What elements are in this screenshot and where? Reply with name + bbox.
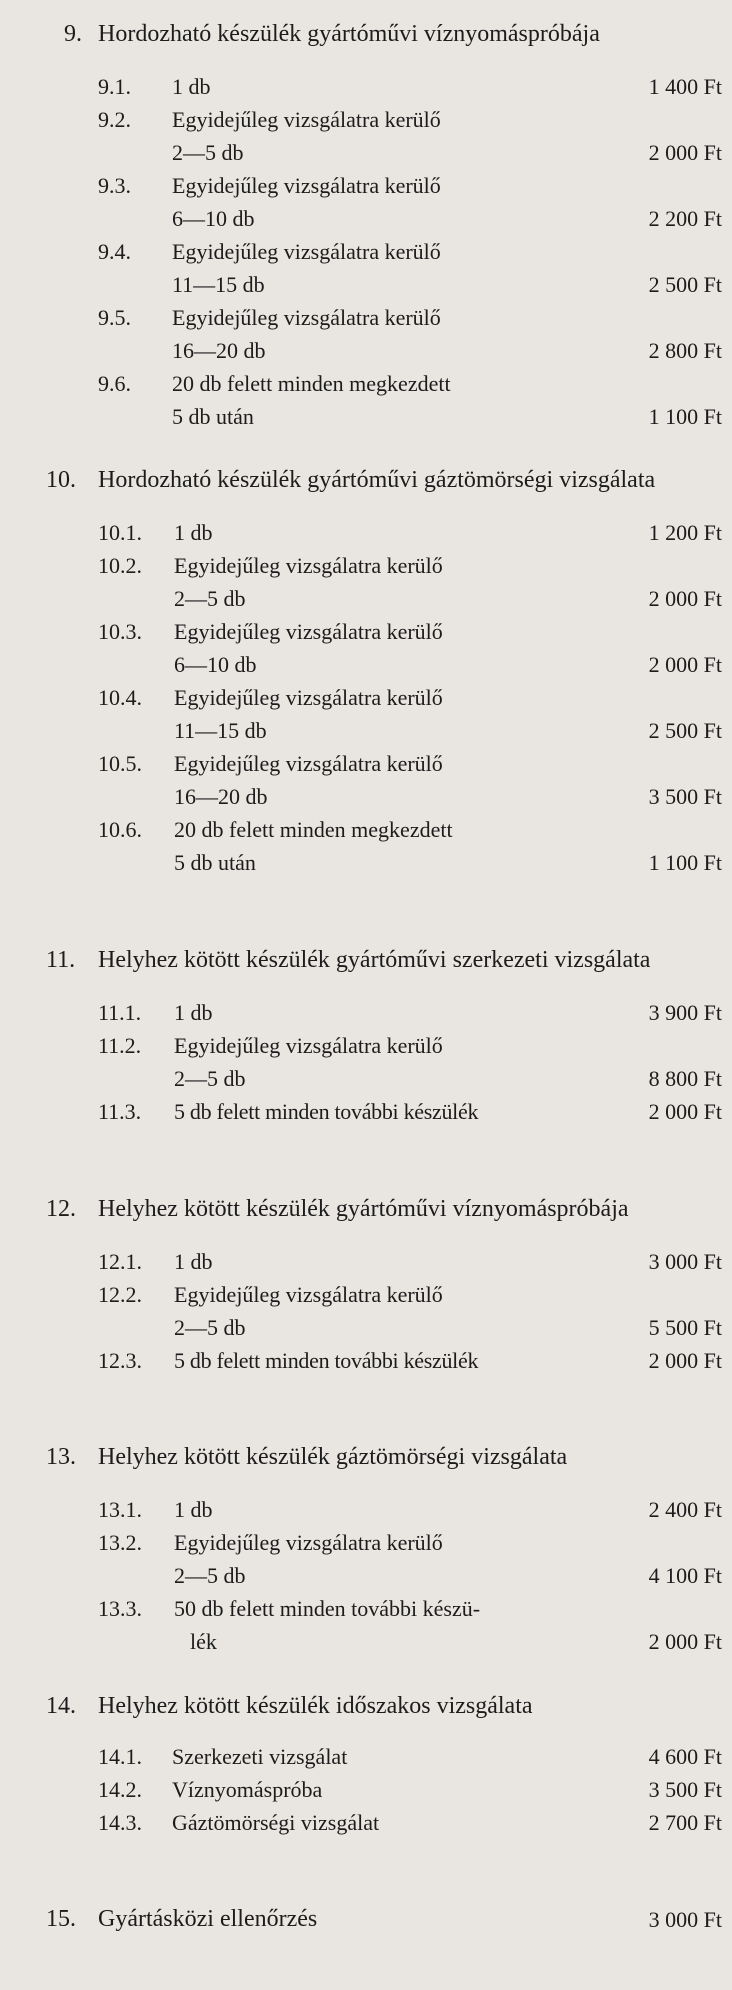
section-number: 9.	[64, 21, 82, 47]
item-number: 9.1.	[98, 74, 131, 99]
item-line-1: Egyidejűleg vizsgálatra kerülő	[174, 1282, 443, 1307]
item-description: 1 db	[172, 74, 211, 99]
item-description	[172, 301, 612, 367]
item-number: 13.2.	[98, 1530, 142, 1555]
item-price: 2 000 Ft	[648, 1099, 722, 1124]
section-number: 10.	[46, 467, 76, 493]
item-description	[174, 615, 614, 681]
item-line-2: 2—5 db	[174, 1315, 246, 1340]
item-number: 13.3.	[98, 1596, 142, 1621]
section-price: 3 000 Ft	[648, 1907, 722, 1932]
item-number: 11.3.	[98, 1099, 142, 1124]
section-heading	[0, 464, 732, 497]
section-number: 14.	[46, 1693, 76, 1719]
item-price: 2 200 Ft	[648, 206, 722, 231]
item-price: 3 900 Ft	[648, 1000, 722, 1025]
price-row	[0, 235, 732, 301]
section-heading	[0, 1903, 732, 1936]
item-number: 9.3.	[98, 173, 131, 198]
price-row	[0, 301, 732, 367]
section-10	[0, 464, 732, 879]
item-price: 2 000 Ft	[648, 652, 722, 677]
item-number: 10.6.	[98, 817, 142, 842]
item-line-2: 2—5 db	[174, 1563, 246, 1588]
item-line-1: Egyidejűleg vizsgálatra kerülő	[172, 239, 441, 264]
item-description: 1 db	[174, 1249, 213, 1274]
item-number: 11.2.	[98, 1033, 142, 1058]
section-number: 11.	[46, 947, 76, 973]
item-number: 11.1.	[98, 1000, 142, 1025]
item-description: Gáztömörségi vizsgálat	[172, 1810, 380, 1835]
item-price: 3 500 Ft	[648, 784, 722, 809]
price-row	[0, 1806, 732, 1839]
price-row	[0, 1245, 732, 1278]
item-number: 9.2.	[98, 107, 131, 132]
item-number: 12.2.	[98, 1282, 142, 1307]
section-title: Helyhez kötött készülék gáztömörségi vizsgálata	[98, 1444, 568, 1470]
price-row	[0, 367, 732, 433]
item-price: 2 000 Ft	[648, 140, 722, 165]
item-line-2: 11—15 db	[174, 718, 267, 743]
price-row	[0, 1493, 732, 1526]
price-row	[0, 1592, 732, 1658]
item-description	[174, 747, 614, 813]
item-line-1: Egyidejűleg vizsgálatra kerülő	[174, 1033, 443, 1058]
item-price: 2 500 Ft	[648, 718, 722, 743]
price-row	[0, 169, 732, 235]
item-line-1: Egyidejűleg vizsgálatra kerülő	[174, 553, 443, 578]
item-description: 5 db felett minden további készülék	[174, 1348, 479, 1373]
item-price: 4 100 Ft	[648, 1563, 722, 1588]
section-title: Hordozható készülék gyártóművi víznyomáspróbája	[98, 21, 600, 47]
price-row	[0, 747, 732, 813]
item-line-2: 5 db után	[174, 850, 256, 875]
item-line-1: Egyidejűleg vizsgálatra kerülő	[174, 685, 443, 710]
item-number: 10.2.	[98, 553, 142, 578]
item-price: 3 500 Ft	[648, 1777, 722, 1802]
item-line-1: Egyidejűleg vizsgálatra kerülő	[172, 173, 441, 198]
item-line-2: 16—20 db	[174, 784, 268, 809]
item-number: 12.1.	[98, 1249, 142, 1274]
section-number: 13.	[46, 1444, 76, 1470]
item-number: 10.5.	[98, 751, 142, 776]
item-description	[172, 169, 612, 235]
item-description: Víznyomáspróba	[172, 1777, 323, 1802]
item-number: 9.5.	[98, 305, 131, 330]
item-price: 5 500 Ft	[648, 1315, 722, 1340]
item-price: 2 000 Ft	[648, 586, 722, 611]
item-price: 1 200 Ft	[648, 520, 722, 545]
price-row	[0, 1773, 732, 1806]
price-row	[0, 103, 732, 169]
item-description	[172, 235, 612, 301]
price-row	[0, 1740, 732, 1773]
section-heading	[0, 1690, 732, 1723]
item-price: 1 100 Ft	[648, 850, 722, 875]
item-line-1: 50 db felett minden további készü-	[174, 1596, 481, 1621]
price-row	[0, 996, 732, 1029]
price-row	[0, 70, 732, 103]
price-row	[0, 615, 732, 681]
item-price: 1 100 Ft	[648, 404, 722, 429]
item-price: 2 400 Ft	[648, 1497, 722, 1522]
price-row	[0, 1526, 732, 1592]
item-description	[174, 813, 614, 879]
section-13	[0, 1441, 732, 1658]
item-line-2: 2—5 db	[172, 140, 244, 165]
section-number: 12.	[46, 1196, 76, 1222]
price-row	[0, 813, 732, 879]
item-line-2: lék	[190, 1629, 217, 1654]
item-line-1: Egyidejűleg vizsgálatra kerülő	[172, 305, 441, 330]
price-row	[0, 516, 732, 549]
item-description	[172, 103, 612, 169]
item-line-2: 2—5 db	[174, 1066, 246, 1091]
section-9	[0, 18, 732, 433]
section-title: Hordozható készülék gyártóművi gáztömörségi vizsgálata	[98, 467, 656, 493]
section-heading	[0, 944, 732, 977]
price-row	[0, 1344, 732, 1377]
item-line-2: 6—10 db	[174, 652, 257, 677]
item-price: 1 400 Ft	[648, 74, 722, 99]
section-number: 15.	[46, 1906, 76, 1932]
item-line-2: 6—10 db	[172, 206, 255, 231]
item-line-1: 20 db felett minden megkezdett	[172, 371, 451, 396]
item-description: 1 db	[174, 520, 213, 545]
item-price: 4 600 Ft	[648, 1744, 722, 1769]
section-12	[0, 1193, 732, 1377]
section-14	[0, 1690, 732, 1839]
item-number: 13.1.	[98, 1497, 142, 1522]
section-11	[0, 944, 732, 1128]
item-description: Szerkezeti vizsgálat	[172, 1744, 348, 1769]
item-description	[174, 681, 614, 747]
section-title: Gyártásközi ellenőrzés	[98, 1906, 318, 1932]
item-description: 1 db	[174, 1000, 213, 1025]
item-number: 9.6.	[98, 371, 131, 396]
item-line-2: 2—5 db	[174, 586, 246, 611]
item-price: 2 800 Ft	[648, 338, 722, 363]
item-number: 10.3.	[98, 619, 142, 644]
item-line-1: Egyidejűleg vizsgálatra kerülő	[172, 107, 441, 132]
item-number: 14.1.	[98, 1744, 142, 1769]
item-number: 10.1.	[98, 520, 142, 545]
item-description	[174, 1592, 614, 1658]
item-price: 2 000 Ft	[648, 1629, 722, 1654]
item-line-1: 20 db felett minden megkezdett	[174, 817, 453, 842]
item-price: 2 500 Ft	[648, 272, 722, 297]
item-description	[172, 367, 612, 433]
section-heading	[0, 1193, 732, 1226]
item-description	[174, 1526, 614, 1592]
item-description: 5 db felett minden további készülék	[174, 1099, 479, 1124]
price-row	[0, 1095, 732, 1128]
section-title: Helyhez kötött készülék gyártóművi szerkezeti vizsgálata	[98, 947, 651, 973]
price-row	[0, 1029, 732, 1095]
section-title: Helyhez kötött készülék gyártóművi víznyomáspróbája	[98, 1196, 629, 1222]
item-description	[174, 1029, 614, 1095]
item-number: 14.2.	[98, 1777, 142, 1802]
item-line-2: 16—20 db	[172, 338, 266, 363]
item-number: 9.4.	[98, 239, 131, 264]
item-price: 8 800 Ft	[648, 1066, 722, 1091]
item-line-2: 11—15 db	[172, 272, 265, 297]
price-row	[0, 549, 732, 615]
item-description: 1 db	[174, 1497, 213, 1522]
section-heading	[0, 18, 732, 51]
section-heading	[0, 1441, 732, 1474]
item-line-1: Egyidejűleg vizsgálatra kerülő	[174, 619, 443, 644]
section-title: Helyhez kötött készülék időszakos vizsgálata	[98, 1693, 533, 1719]
item-number: 12.3.	[98, 1348, 142, 1373]
section-15	[0, 1903, 732, 1936]
item-line-2: 5 db után	[172, 404, 254, 429]
item-line-1: Egyidejűleg vizsgálatra kerülő	[174, 751, 443, 776]
item-description	[174, 1278, 614, 1344]
item-number: 14.3.	[98, 1810, 142, 1835]
item-price: 2 000 Ft	[648, 1348, 722, 1373]
item-line-1: Egyidejűleg vizsgálatra kerülő	[174, 1530, 443, 1555]
item-price: 3 000 Ft	[648, 1249, 722, 1274]
item-description	[174, 549, 614, 615]
price-row	[0, 1278, 732, 1344]
item-price: 2 700 Ft	[648, 1810, 722, 1835]
price-row	[0, 681, 732, 747]
item-number: 10.4.	[98, 685, 142, 710]
